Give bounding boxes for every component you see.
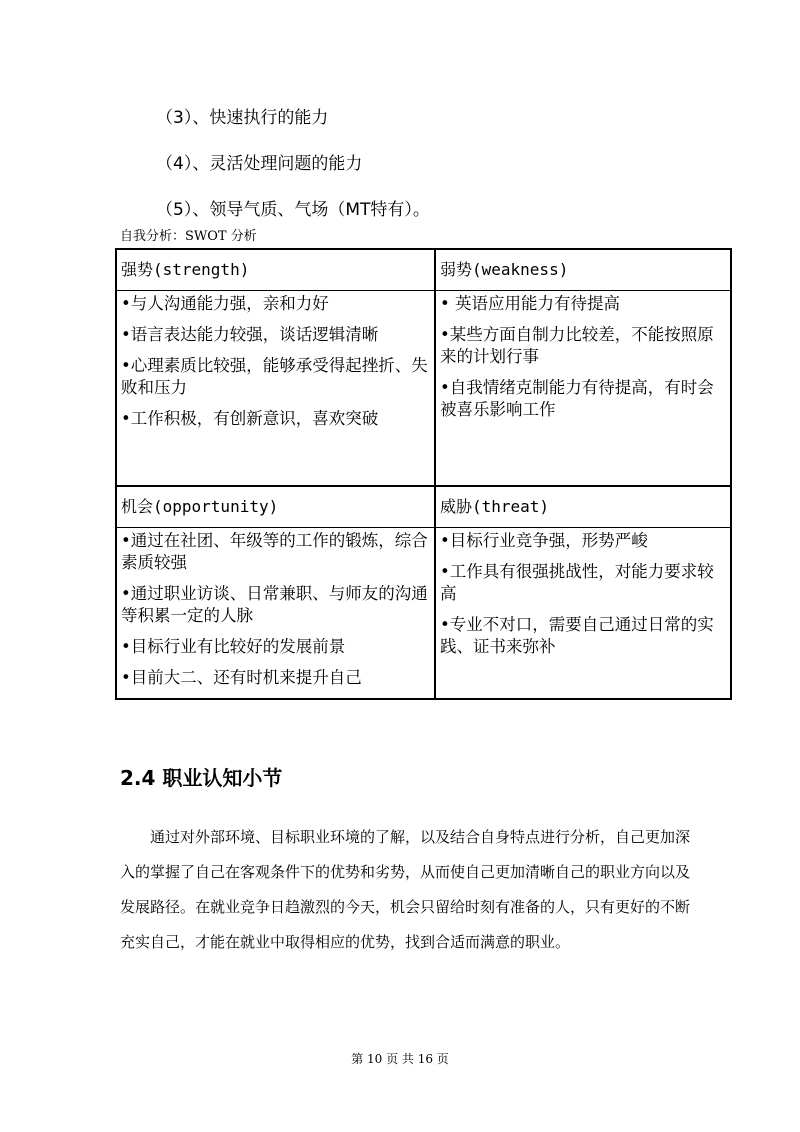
swot-item: •语言表达能力较强，谈话逻辑清晰 xyxy=(121,325,379,344)
swot-item: •专业不对口，需要自己通过日常的实践、证书来弥补 xyxy=(440,615,714,656)
swot-cell-opportunity xyxy=(116,528,435,700)
strength-title: 强势(strength) xyxy=(121,260,250,279)
swot-item: •与人沟通能力强，亲和力好 xyxy=(121,294,329,313)
summary-paragraph: 通过对外部环境、目标职业环境的了解，以及结合自身特点进行分析，自己更加深入的掌握了自己在客观条件下的优势和劣势，从而使自己更加清晰自己的职业方向以及发展路径。在就业竞争日趋激烈的今天，机会只留给时刻有准备的人，只有更好的不断充实自己，才能在就业中取得相应的优势，找到合适而满意的职业。 xyxy=(120,828,691,951)
swot-cell-opportunity-header xyxy=(116,486,435,528)
swot-item: • 英语应用能力有待提高 xyxy=(440,294,620,313)
strength-list xyxy=(117,293,434,430)
swot-item: •工作积极，有创新意识，喜欢突破 xyxy=(121,409,379,428)
swot-item: •目前大二、还有时机来提升自己 xyxy=(121,668,362,687)
opportunity-title: 机会(opportunity) xyxy=(121,497,279,516)
swot-cell-strength xyxy=(116,291,435,487)
swot-item: •目标行业有比较好的发展前景 xyxy=(121,637,346,656)
threat-list xyxy=(436,530,730,658)
section-title: 2.4 职业认知小节 xyxy=(120,766,283,790)
swot-item: •通过在社团、年级等的工作的锻炼，综合素质较强 xyxy=(121,531,428,572)
swot-cell-threat xyxy=(435,528,731,700)
swot-item: •通过职业访谈、日常兼职、与师友的沟通等积累一定的人脉 xyxy=(121,584,428,625)
swot-item: •心理素质比较强，能够承受得起挫折、失败和压力 xyxy=(121,356,428,397)
swot-cell-threat-header xyxy=(435,486,731,528)
page-footer: 第 10 页 共 16 页 xyxy=(351,1052,449,1066)
swot-table xyxy=(115,248,732,700)
swot-cell-weakness xyxy=(435,291,731,487)
swot-item: •自我情绪克制能力有待提高，有时会被喜乐影响工作 xyxy=(440,378,714,419)
ability-item: （3）、快速执行的能力 xyxy=(156,108,329,128)
swot-item: •工作具有很强挑战性，对能力要求较高 xyxy=(440,562,714,603)
weakness-title: 弱势(weakness) xyxy=(440,260,569,279)
swot-cell-strength-header xyxy=(116,249,435,291)
swot-item: •目标行业竞争强，形势严峻 xyxy=(440,531,648,550)
swot-item: •某些方面自制力比较差，不能按照原来的计划行事 xyxy=(440,325,714,366)
opportunity-list xyxy=(117,530,434,689)
swot-caption: 自我分析：SWOT 分析 xyxy=(120,229,257,244)
ability-list xyxy=(156,104,430,224)
threat-title: 威胁(threat) xyxy=(440,497,550,516)
ability-item: （5）、领导气质、气场（MT特有）。 xyxy=(156,200,430,220)
swot-cell-weakness-header xyxy=(435,249,731,291)
ability-item: （4）、灵活处理问题的能力 xyxy=(156,154,363,174)
weakness-list xyxy=(436,293,730,421)
